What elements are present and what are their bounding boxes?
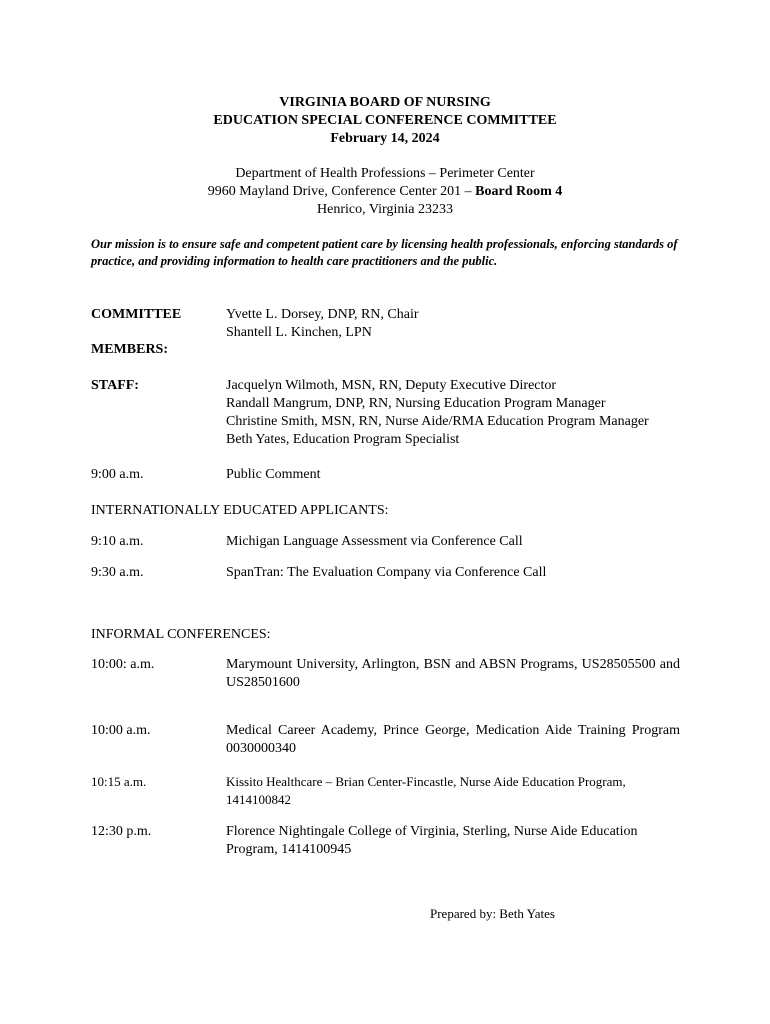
- location-department: Department of Health Professions – Perimeter Center: [235, 166, 535, 181]
- agenda-item: Public Comment: [226, 467, 321, 482]
- address-text: 9960 Mayland Drive, Conference Center 201 –: [207, 184, 476, 199]
- agenda-time: 10:15 a.m.: [91, 774, 147, 789]
- agenda-item: Kissito Healthcare – Brian Center-Fincastle, Nurse Aide Education Program, 1414100842: [226, 774, 626, 807]
- agenda-item: SpanTran: The Evaluation Company via Conference Call: [226, 565, 547, 580]
- board-title: VIRGINIA BOARD OF NURSING: [279, 95, 491, 110]
- staff-member: Jacquelyn Wilmoth, MSN, RN, Deputy Executive Director: [226, 378, 557, 393]
- agenda-time: 9:00 a.m.: [91, 467, 144, 482]
- agenda-time: 9:10 a.m.: [91, 534, 144, 549]
- staff-member: Randall Mangrum, DNP, RN, Nursing Education Program Manager: [226, 396, 606, 411]
- committee-member: Shantell L. Kinchen, LPN: [226, 325, 372, 340]
- staff-member: Beth Yates, Education Program Specialist: [226, 432, 460, 447]
- committee-members: [226, 306, 680, 342]
- staff-member: Christine Smith, MSN, RN, Nurse Aide/RMA Education Program Manager: [226, 414, 649, 429]
- meeting-date: February 14, 2024: [330, 131, 440, 146]
- committee-member: Yvette L. Dorsey, DNP, RN, Chair: [226, 307, 419, 322]
- agenda-item: Marymount University, Arlington, BSN and ABSN Programs, US28505500 and US28501600: [226, 657, 680, 690]
- agenda-time: 12:30 p.m.: [91, 824, 152, 839]
- committee-label: COMMITTEE: [91, 307, 182, 322]
- members-label: MEMBERS:: [91, 342, 168, 357]
- room-name: Board Room 4: [475, 184, 563, 199]
- agenda-item: Medical Career Academy, Prince George, Medication Aide Training Program 0030000340: [226, 723, 680, 756]
- location-address: [0, 183, 770, 201]
- agenda-time: 10:00 a.m.: [91, 723, 151, 738]
- agenda-item: Florence Nightingale College of Virginia, Sterling, Nurse Aide Education Program, 1414100945: [226, 824, 638, 857]
- informal-heading: INFORMAL CONFERENCES:: [91, 627, 271, 642]
- committee-title: EDUCATION SPECIAL CONFERENCE COMMITTEE: [213, 113, 557, 128]
- staff-members: [226, 377, 680, 449]
- agenda-item: Michigan Language Assessment via Conference Call: [226, 534, 523, 549]
- agenda-time: 10:00: a.m.: [91, 657, 155, 672]
- location-city: Henrico, Virginia 23233: [317, 202, 453, 217]
- prepared-by: Prepared by: Beth Yates: [430, 906, 555, 921]
- staff-label: STAFF:: [91, 378, 139, 393]
- mission-statement: Our mission is to ensure safe and competent patient care by licensing health professionals, enforcing standards of practice, and providing information to health care practitioners and the public.: [91, 237, 678, 268]
- international-heading: INTERNATIONALLY EDUCATED APPLICANTS:: [91, 503, 389, 518]
- agenda-time: 9:30 a.m.: [91, 565, 144, 580]
